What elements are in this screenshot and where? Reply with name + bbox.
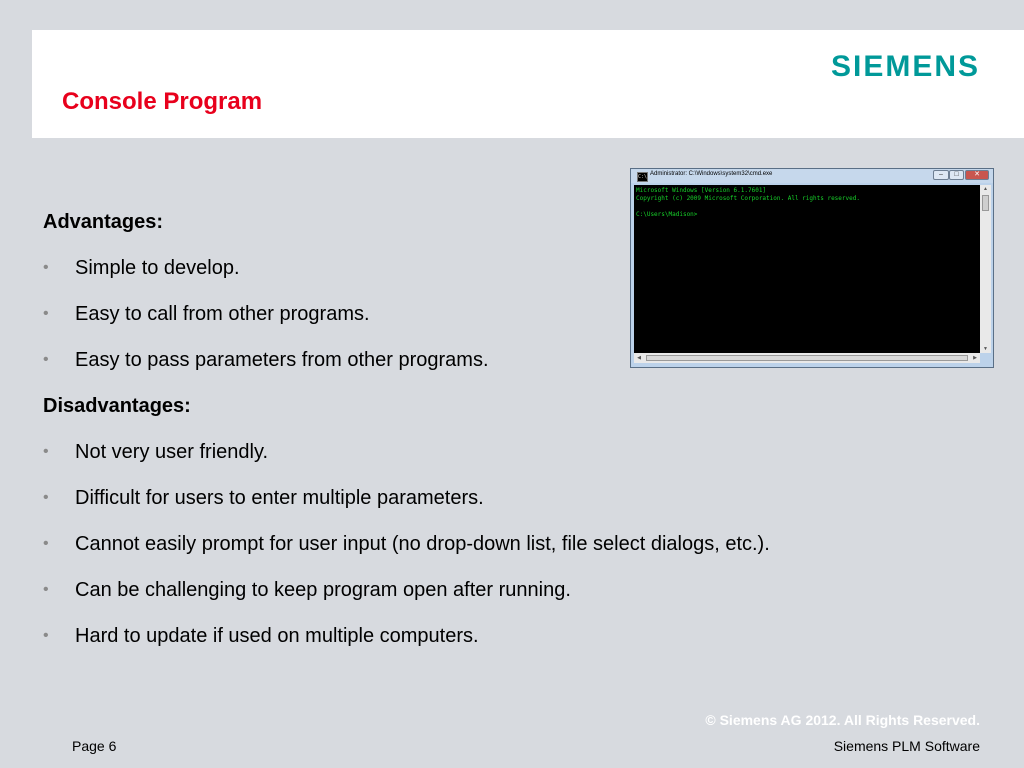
disadvantage-item xyxy=(43,481,1003,527)
bullet-icon: • xyxy=(43,489,49,506)
disadvantage-item xyxy=(43,527,1003,573)
console-line: Copyright (c) 2009 Microsoft Corporation. All rights reserved. xyxy=(636,195,860,202)
console-prompt: C:\Users\Madison> xyxy=(636,211,698,218)
advantages-heading: Advantages: xyxy=(43,211,164,233)
scroll-thumb xyxy=(646,355,968,361)
disadvantage-item xyxy=(43,619,1003,665)
disadvantage-text: Can be challenging to keep program open after running. xyxy=(75,579,571,601)
console-vertical-scrollbar xyxy=(980,185,991,353)
bullet-icon: • xyxy=(43,627,49,644)
scroll-down-icon: ▼ xyxy=(983,346,988,352)
console-output xyxy=(634,185,980,353)
maximize-icon: □ xyxy=(949,170,964,180)
console-window-title: Administrator: C:\Windows\system32\cmd.exe xyxy=(650,171,773,177)
scroll-thumb xyxy=(982,195,989,211)
disadvantage-item xyxy=(43,435,1003,481)
bullet-icon: • xyxy=(43,443,49,460)
advantage-text: Simple to develop. xyxy=(75,257,240,279)
copyright-notice: © Siemens AG 2012. All Rights Reserved. xyxy=(705,712,980,728)
console-line: Microsoft Windows [Version 6.1.7601] xyxy=(636,187,767,194)
disadvantages-heading: Disadvantages: xyxy=(43,395,191,417)
company-name: Siemens PLM Software xyxy=(833,738,980,754)
disadvantage-item xyxy=(43,573,1003,619)
scroll-left-icon: ◀ xyxy=(637,355,641,361)
advantage-text: Easy to pass parameters from other programs. xyxy=(75,349,489,371)
console-icon: C:\ xyxy=(638,174,648,180)
disadvantage-text: Difficult for users to enter multiple parameters. xyxy=(75,487,484,509)
console-horizontal-scrollbar xyxy=(634,353,980,363)
slide-header xyxy=(32,30,1024,138)
bullet-icon: • xyxy=(43,259,49,276)
siemens-logo: SIEMENS xyxy=(830,50,980,83)
slide-title: Console Program xyxy=(62,88,263,115)
disadvantage-text: Cannot easily prompt for user input (no drop-down list, file select dialogs, etc.). xyxy=(75,533,770,555)
bullet-icon: • xyxy=(43,535,49,552)
page-number: Page 6 xyxy=(72,738,117,754)
bullet-icon: • xyxy=(43,305,49,322)
bullet-icon: • xyxy=(43,581,49,598)
minimize-icon: – xyxy=(933,170,949,180)
scroll-up-icon: ▲ xyxy=(983,186,988,192)
advantage-text: Easy to call from other programs. xyxy=(75,303,370,325)
bullet-icon: • xyxy=(43,351,49,368)
disadvantage-text: Not very user friendly. xyxy=(75,441,269,463)
console-window-screenshot xyxy=(630,168,994,368)
console-titlebar xyxy=(631,169,993,183)
scroll-right-icon: ▶ xyxy=(973,355,977,361)
close-icon: ✕ xyxy=(965,170,989,180)
disadvantage-text: Hard to update if used on multiple computers. xyxy=(75,625,479,647)
